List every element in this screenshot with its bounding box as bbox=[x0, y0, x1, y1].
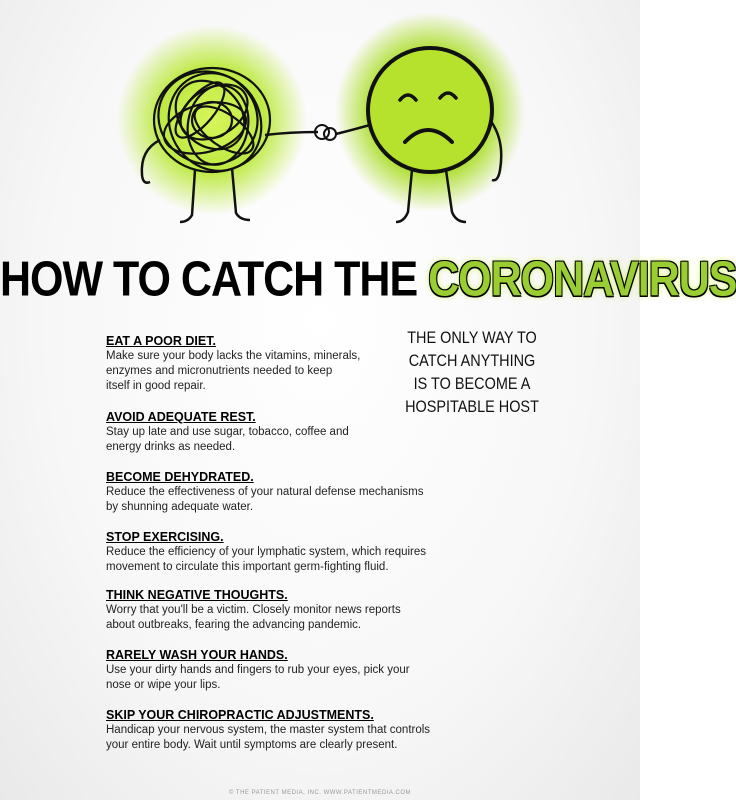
scribble-virus-character bbox=[117, 25, 318, 222]
tip-title: AVOID ADEQUATE REST. bbox=[106, 410, 256, 424]
tip-line: Stay up late and use sugar, tobacco, coffee and bbox=[106, 426, 349, 438]
title-accent-word: CORONAVIRUS bbox=[428, 252, 736, 308]
tip-item bbox=[106, 708, 506, 753]
tip-title: RARELY WASH YOUR HANDS. bbox=[106, 648, 288, 662]
tagline-line: HOSPITABLE HOST bbox=[405, 397, 539, 416]
tip-line: energy drinks as needed. bbox=[106, 441, 236, 453]
tip-item bbox=[106, 410, 506, 455]
tip-title: BECOME DEHYDRATED. bbox=[106, 470, 254, 484]
tip-line: movement to circulate this important germ-fighting fluid. bbox=[106, 561, 389, 573]
tip-line: by shunning adequate water. bbox=[106, 501, 254, 513]
copyright-footer: © THE PATIENT MEDIA, INC. WWW.PATIENTMEDIA.COM bbox=[228, 790, 412, 796]
page-title bbox=[0, 252, 736, 308]
tip-title: EAT A POOR DIET. bbox=[106, 334, 216, 348]
tip-item bbox=[106, 530, 506, 575]
tip-line: Make sure your body lacks the vitamins, minerals, bbox=[106, 350, 361, 362]
virus-and-sad-face-illustration bbox=[0, 0, 640, 250]
tip-item bbox=[106, 588, 506, 633]
tip-line: Reduce the efficiency of your lymphatic system, which requires bbox=[106, 546, 427, 558]
tip-line: Reduce the effectiveness of your natural defense mechanisms bbox=[106, 486, 424, 498]
tip-title: STOP EXERCISING. bbox=[106, 530, 224, 544]
tip-line: your entire body. Wait until symptoms are clearly present. bbox=[106, 739, 398, 751]
tip-line: Use your dirty hands and fingers to rub your eyes, pick your bbox=[106, 664, 410, 676]
tip-title: SKIP YOUR CHIROPRACTIC ADJUSTMENTS. bbox=[106, 708, 374, 722]
tip-line: Worry that you'll be a victim. Closely monitor news reports bbox=[106, 604, 401, 616]
tip-item bbox=[106, 334, 506, 394]
tip-item bbox=[106, 470, 506, 515]
tagline-line: THE ONLY WAY TO bbox=[407, 328, 537, 347]
tip-title: THINK NEGATIVE THOUGHTS. bbox=[106, 588, 288, 602]
tip-line: about outbreaks, fearing the advancing pandemic. bbox=[106, 619, 362, 631]
tip-line: nose or wipe your lips. bbox=[106, 679, 221, 691]
tagline-line: IS TO BECOME A bbox=[413, 374, 531, 393]
sad-face-character bbox=[335, 12, 525, 222]
tip-item bbox=[106, 648, 506, 693]
tip-line: enzymes and micronutrients needed to keep bbox=[106, 365, 333, 377]
tip-line: Handicap your nervous system, the master system that controls bbox=[106, 724, 431, 736]
tip-line: itself in good repair. bbox=[106, 380, 206, 392]
tagline-line: CATCH ANYTHING bbox=[408, 351, 536, 370]
holding-hands bbox=[315, 125, 336, 140]
title-part: HOW TO CATCH THE bbox=[0, 252, 429, 308]
